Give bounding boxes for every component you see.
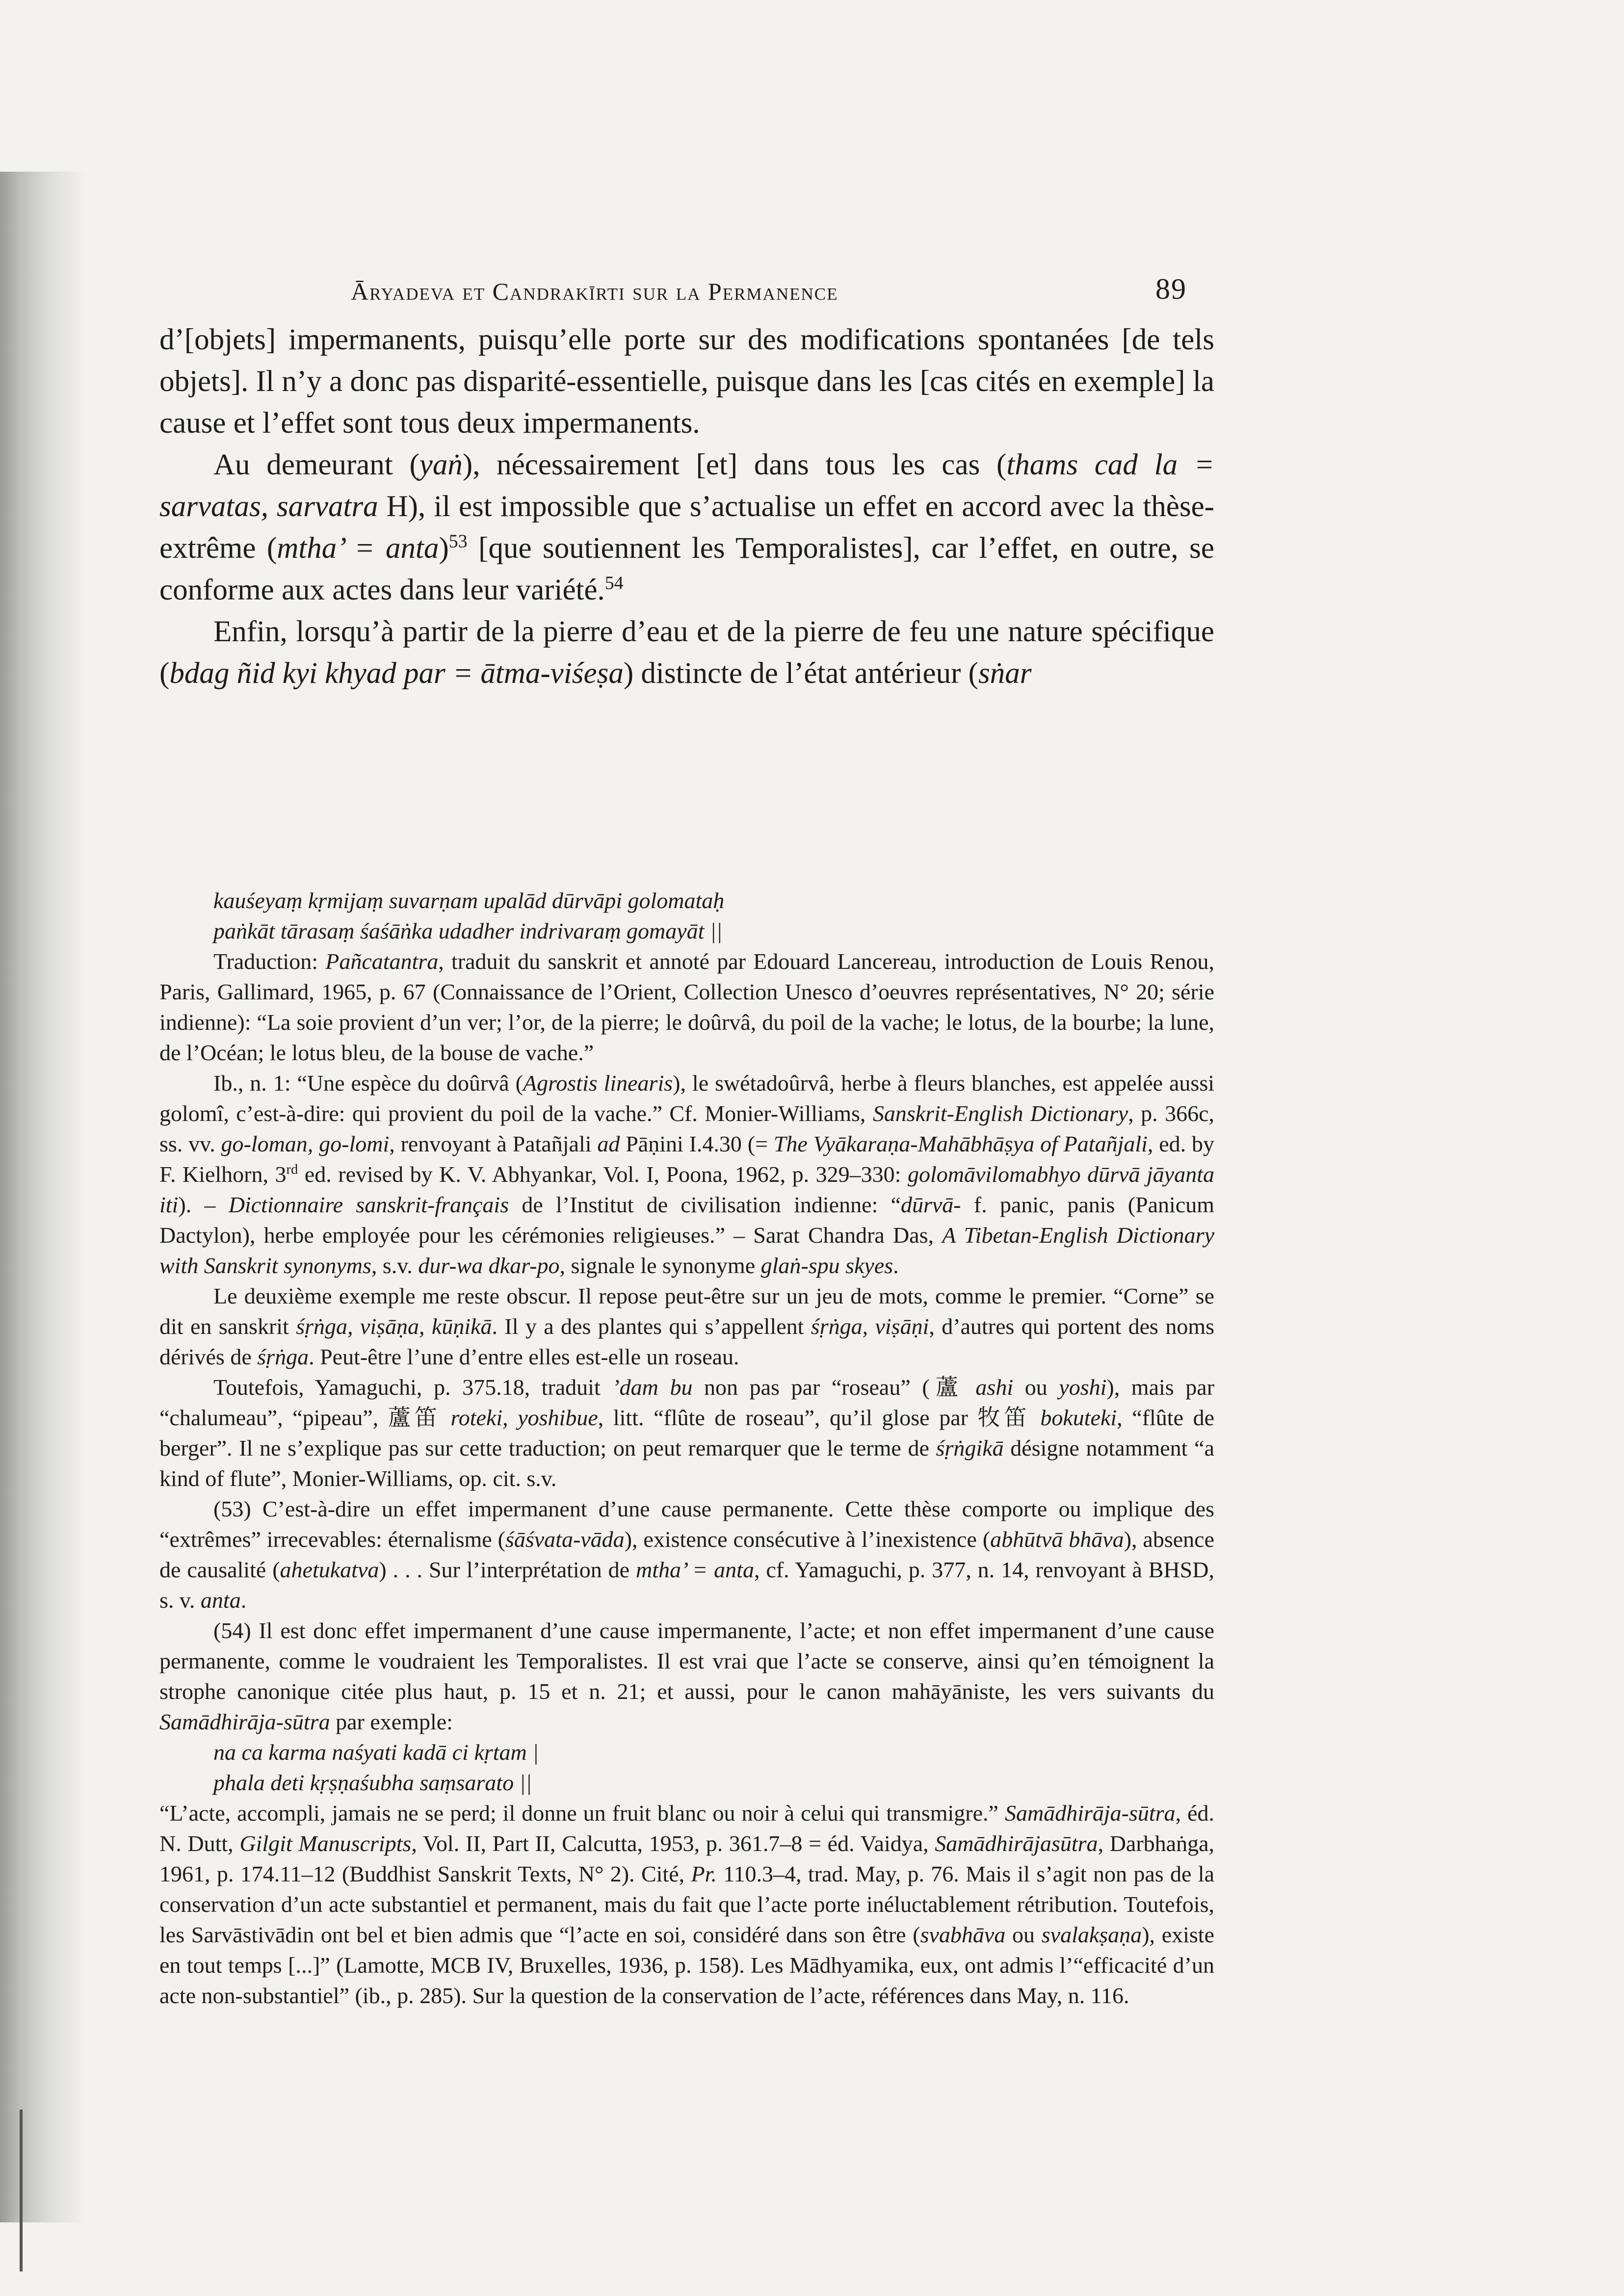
footnote-54: (54) Il est donc effet impermanent d’une cause impermanente, l’acte; et non effet impermanent d’une cause permanente, comme le voudraient les Temporalistes. Il est vrai que l’acte se conserve, ainsi qu’en témoignent la strophe canonique citée plus haut, p. 15 et n. 21; et aussi, pour le canon mahāyāniste, les vers suivants du Samādhirāja-sūtra par exemple: xyxy=(159,1618,1214,1734)
note-traduction: Traduction: Pañcatantra, traduit du sanskrit et annoté par Edouard Lancereau, introduction de Louis Renou, Paris, Gallimard, 1965, p. 67 (Connaissance de l’Orient, Collection Unesco d’oeuvres représentatives, N° 20; série indienne): “La soie provient d’un ver; l’or, de la pierre; le doûrvâ, du poil de la vache; le lotus, de la bourbe; la lune, de l’Océan; le lotus bleu, de la bouse de vache.” xyxy=(159,949,1214,1065)
note-second-example: Le deuxième exemple me reste obscur. Il repose peut-être sur un jeu de mots, comme le premier. “Corne” se dit en sanskrit śṛṅga, viṣāṇa, kūṇikā. Il y a des plantes qui s’appellent śṛṅga, viṣāṇi, d’autres qui portent des noms dérivés de śṛṅga. Peut-être l’une d’entre elles est-elle un roseau. xyxy=(159,1283,1215,1369)
note-ib: Ib., n. 1: “Une espèce du doûrvâ (Agrostis linearis), le swétadoûrvâ, herbe à fleurs blanches, est appelée aussi golomî, c’est-à-dire: qui provient du poil de la vache.” Cf. Monier-Williams, Sanskrit-English Dictionary, p. 366c, ss. vv. go-loman, go-lomi, renvoyant à Patañjali ad Pāṇini I.4.30 (= The Vyākaraṇa-Mahābhāṣya of Patañjali, ed. by F. Kielhorn, 3rd ed. revised by K. V. Abhyankar, Vol. I, Poona, 1962, p. 329–330: golomāvilomabhyo dūrvā jāyanta iti). – Dictionnaire sanskrit-français de l’Institut de civilisation indienne: “dūrvā- f. panic, panis (Panicum Dactylon), herbe employée pour les cérémonies religieuses.” – Sarat Chandra Das, A Tibetan-English Dictionary with Sanskrit synonyms, s.v. dur-wa dkar-po, signale le synonyme glaṅ-spu skyes. xyxy=(159,1070,1214,1278)
note-yamaguchi: Toutefois, Yamaguchi, p. 375.18, traduit ’dam bu non pas par “roseau” (蘆 ashi ou yoshi), mais par “chalumeau”, “pipeau”, 蘆笛 roteki, yoshibue, litt. “flûte de roseau”, qu’il glose par 牧笛 bokuteki, “flûte de berger”. Il ne s’explique pas sur cette traduction; on peut remarquer que le terme de śṛṅgikā désigne notamment “a kind of flute”, Monier-Williams, op. cit. s.v. xyxy=(159,1375,1215,1491)
paragraph-2: Au demeurant (yaṅ), nécessairement [et] dans tous les cas (thams cad la = sarvatas, sarvatra H), il est impossible que s’actualise un effet en accord avec la thèse-extrême (mtha’ = anta)$^{53}$ [que soutiennent les Temporalistes], car l’effet, en outre, se conforme aux actes dans leur variété.$^{54}$ xyxy=(159,448,1214,606)
main-text xyxy=(159,319,1214,694)
verse-1-line-1: kauśeyaṃ kṛmijaṃ suvarṇam upalād dūrvāpi golomataḥ xyxy=(213,888,725,913)
footnote-53: (53) C’est-à-dire un effet impermanent d’une cause permanente. Cette thèse comporte ou implique des “extrêmes” irrecevables: éternalisme (śāśvata-vāda), existence consécutive à l’inexistence (abhūtvā bhāva), absence de causalité (ahetukatva) . . . Sur l’interprétation de mtha’ = anta, cf. Yamaguchi, p. 377, n. 14, renvoyant à BHSD, s. v. anta. xyxy=(159,1496,1215,1613)
paragraph-1: d’[objets] impermanents, puisqu’elle porte sur des modifications spontanées [de tels objets]. Il n’y a donc pas disparité-essentielle, puisque dans les [cas cités en exemple] la cause et l’effet sont tous deux impermanents. xyxy=(159,323,1214,440)
page-number: 89 xyxy=(1155,273,1187,305)
scan-shadow-edge xyxy=(0,172,86,2222)
footnotes xyxy=(159,886,1214,2011)
running-title: Āryadeva et Candrakīrti sur la Permanence xyxy=(351,278,838,305)
footnote-ref-53: 53 xyxy=(448,531,468,552)
footnote-ref-54: 54 xyxy=(604,573,624,594)
running-head xyxy=(159,270,1214,314)
paragraph-3: Enfin, lorsqu’à partir de la pierre d’eau et de la pierre de feu une nature spécifique (bdag ñid kyi khyad par = ātma-viśeṣa) distincte de l’état antérieur (sṅar xyxy=(159,615,1214,690)
book-page xyxy=(159,270,1214,2011)
scan-edge-line xyxy=(20,2110,23,2271)
verse-2-line-1: na ca karma naśyati kadā ci kṛtam | xyxy=(213,1740,539,1765)
note-acte: “L’acte, accompli, jamais ne se perd; il donne un fruit blanc ou noir à celui qui transmigre.” Samādhirāja-sūtra, éd. N. Dutt, Gilgit Manuscripts, Vol. II, Part II, Calcutta, 1953, p. 361.7–8 = éd. Vaidya, Samādhirājasūtra, Darbhaṅga, 1961, p. 174.11–12 (Buddhist Sanskrit Texts, N° 2). Cité, Pr. 110.3–4, trad. May, p. 76. Mais il s’agit non pas de la conservation d’un acte substantiel et permanent, mais du fait que l’acte porte inéluctablement rétribution. Toutefois, les Sarvāstivādin ont bel et bien admis que “l’acte en soi, considéré dans son être (svabhāva ou svalakṣaṇa), existe en tout temps [...]” (Lamotte, MCB IV, Bruxelles, 1936, p. 158). Les Mādhyamika, eux, ont admis l’“efficacité d’un acte non-substantiel” (ib., p. 285). Sur la question de la conservation de l’acte, références dans May, n. 116. xyxy=(159,1800,1215,2008)
verse-2-line-2: phala deti kṛṣṇaśubha saṃsarato || xyxy=(213,1770,532,1795)
verse-1-line-2: paṅkāt tārasaṃ śaśāṅka udadher indrivaraṃ gomayāt || xyxy=(213,918,723,943)
